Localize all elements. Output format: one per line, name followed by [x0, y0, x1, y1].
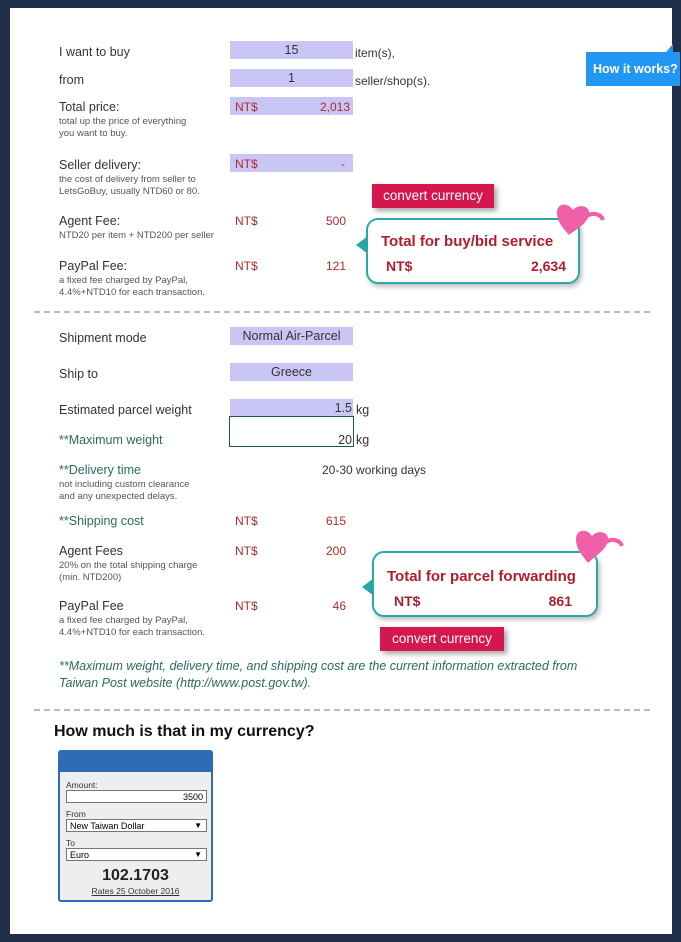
- parcel-weight-input[interactable]: 1.5: [230, 399, 353, 417]
- seller-delivery-desc-1: the cost of delivery from seller to: [59, 174, 196, 185]
- amount-input[interactable]: 3500: [66, 790, 207, 803]
- ship-agent-fees-value: 200: [325, 544, 346, 558]
- ship-paypal-fee-desc-2: 4.4%+NTD10 for each transaction.: [59, 627, 206, 638]
- from-label: from: [59, 73, 84, 87]
- how-it-works-label: How it works?: [593, 62, 678, 76]
- parcel-weight-unit: kg: [356, 403, 370, 417]
- parcel-weight-label: Estimated parcel weight: [59, 403, 192, 417]
- buy-total-value: 2,634: [530, 258, 566, 274]
- agent-fee-label: Agent Fee:: [59, 214, 121, 228]
- ship-paypal-fee-value: 46: [332, 599, 346, 613]
- heart-icon-ship: [570, 528, 624, 566]
- quantity-unit: item(s),: [355, 46, 395, 60]
- shipment-mode-label: Shipment mode: [59, 331, 147, 345]
- shipping-note: [59, 658, 577, 692]
- sellers-unit: seller/shop(s).: [355, 74, 431, 88]
- from-dropdown-arrow-icon: ▼: [194, 821, 202, 830]
- to-currency-select[interactable]: [66, 848, 207, 861]
- sellers-input[interactable]: 1: [230, 69, 353, 87]
- delivery-time-value: 20-30 working days: [322, 463, 427, 477]
- seller-delivery-desc-2: LetsGoBuy, usually NTD60 or 80.: [59, 186, 200, 197]
- ship-paypal-fee-desc-1: a fixed fee charged by PayPal,: [59, 615, 188, 626]
- from-currency-value: New Taiwan Dollar: [70, 821, 145, 831]
- ship-to-select[interactable]: Greece: [230, 363, 353, 381]
- converter-heading: How much is that in my currency?: [54, 723, 315, 740]
- max-weight-unit: kg: [356, 433, 370, 447]
- to-currency-label: To: [66, 838, 75, 848]
- total-price-currency: NT$: [235, 100, 258, 114]
- paypal-fee-currency: NT$: [235, 259, 258, 273]
- buy-total-currency: NT$: [386, 258, 413, 274]
- shipping-cost-value: 615: [325, 514, 346, 528]
- shipping-note-line-1: **Maximum weight, delivery time, and shipping cost are the current information extracted from: [59, 659, 578, 673]
- total-price-input[interactable]: [230, 97, 353, 115]
- total-price-value: 2,013: [319, 100, 350, 114]
- ship-total-value: 861: [548, 593, 572, 609]
- ship-total-currency: NT$: [394, 593, 421, 609]
- convert-currency-button-buy[interactable]: convert currency: [372, 184, 494, 208]
- widget-header: [60, 752, 211, 772]
- conversion-result: 102.1703: [102, 867, 169, 884]
- from-currency-label: From: [66, 809, 86, 819]
- paypal-fee-value: 121: [325, 259, 346, 273]
- buy-total-bubble: [366, 218, 580, 284]
- seller-delivery-input[interactable]: [230, 154, 353, 172]
- buy-total-title: Total for buy/bid service: [381, 233, 554, 250]
- ship-agent-fees-desc-2: (min. NTD200): [59, 572, 122, 583]
- ship-agent-fees-desc-1: 20% on the total shipping charge: [59, 560, 198, 571]
- shipping-cost-label: **Shipping cost: [59, 514, 144, 528]
- total-price-desc-1: total up the price of everything: [59, 116, 187, 127]
- currency-converter-widget: [58, 750, 213, 902]
- agent-fee-desc: NTD20 per item + NTD200 per seller: [59, 230, 214, 241]
- quantity-input[interactable]: 15: [230, 41, 353, 59]
- ship-agent-fees-currency: NT$: [235, 544, 258, 558]
- ship-paypal-fee-currency: NT$: [235, 599, 258, 613]
- to-currency-value: Euro: [70, 850, 90, 860]
- section-divider-2: [34, 709, 650, 711]
- ship-agent-fees-label: Agent Fees: [59, 544, 123, 558]
- ship-to-label: Ship to: [59, 367, 98, 381]
- agent-fee-currency: NT$: [235, 214, 258, 228]
- seller-delivery-label: Seller delivery:: [59, 158, 141, 172]
- total-price-label: Total price:: [59, 100, 120, 114]
- to-dropdown-arrow-icon: ▼: [194, 850, 202, 859]
- paypal-fee-label: PayPal Fee:: [59, 259, 128, 273]
- calculator-page: [10, 8, 678, 934]
- paypal-fee-desc-2: 4.4%+NTD10 for each transaction.: [59, 287, 206, 298]
- help-button-notch: [666, 44, 673, 52]
- ship-total-title: Total for parcel forwarding: [387, 568, 576, 585]
- section-divider-1: [34, 311, 650, 313]
- agent-fee-value: 500: [325, 214, 346, 228]
- total-price-desc-2: you want to buy.: [59, 128, 128, 139]
- ship-total-bubble: [372, 551, 598, 617]
- max-weight-value: 20: [338, 433, 352, 447]
- shipping-note-line-2: Taiwan Post website (http://www.post.gov.tw).: [59, 676, 312, 690]
- seller-delivery-value: -: [341, 157, 345, 171]
- ship-paypal-fee-label: PayPal Fee: [59, 599, 124, 613]
- heart-icon-buy: [551, 202, 605, 238]
- paypal-fee-desc-1: a fixed fee charged by PayPal,: [59, 275, 188, 286]
- convert-currency-button-ship[interactable]: convert currency: [380, 627, 504, 651]
- how-it-works-button[interactable]: [586, 52, 680, 86]
- shipping-cost-currency: NT$: [235, 514, 258, 528]
- max-weight-label: **Maximum weight: [59, 433, 163, 447]
- delivery-time-label: **Delivery time: [59, 463, 141, 477]
- from-currency-select[interactable]: [66, 819, 207, 832]
- seller-delivery-currency: NT$: [235, 157, 258, 171]
- shipment-mode-select[interactable]: Normal Air-Parcel: [230, 327, 353, 345]
- rates-date-link[interactable]: Rates 25 October 2016: [91, 886, 180, 896]
- amount-label: Amount:: [66, 780, 98, 790]
- delivery-time-desc-2: and any unexpected delays.: [59, 491, 178, 502]
- delivery-time-desc-1: not including custom clearance: [59, 479, 190, 490]
- want-to-buy-label: I want to buy: [59, 45, 130, 59]
